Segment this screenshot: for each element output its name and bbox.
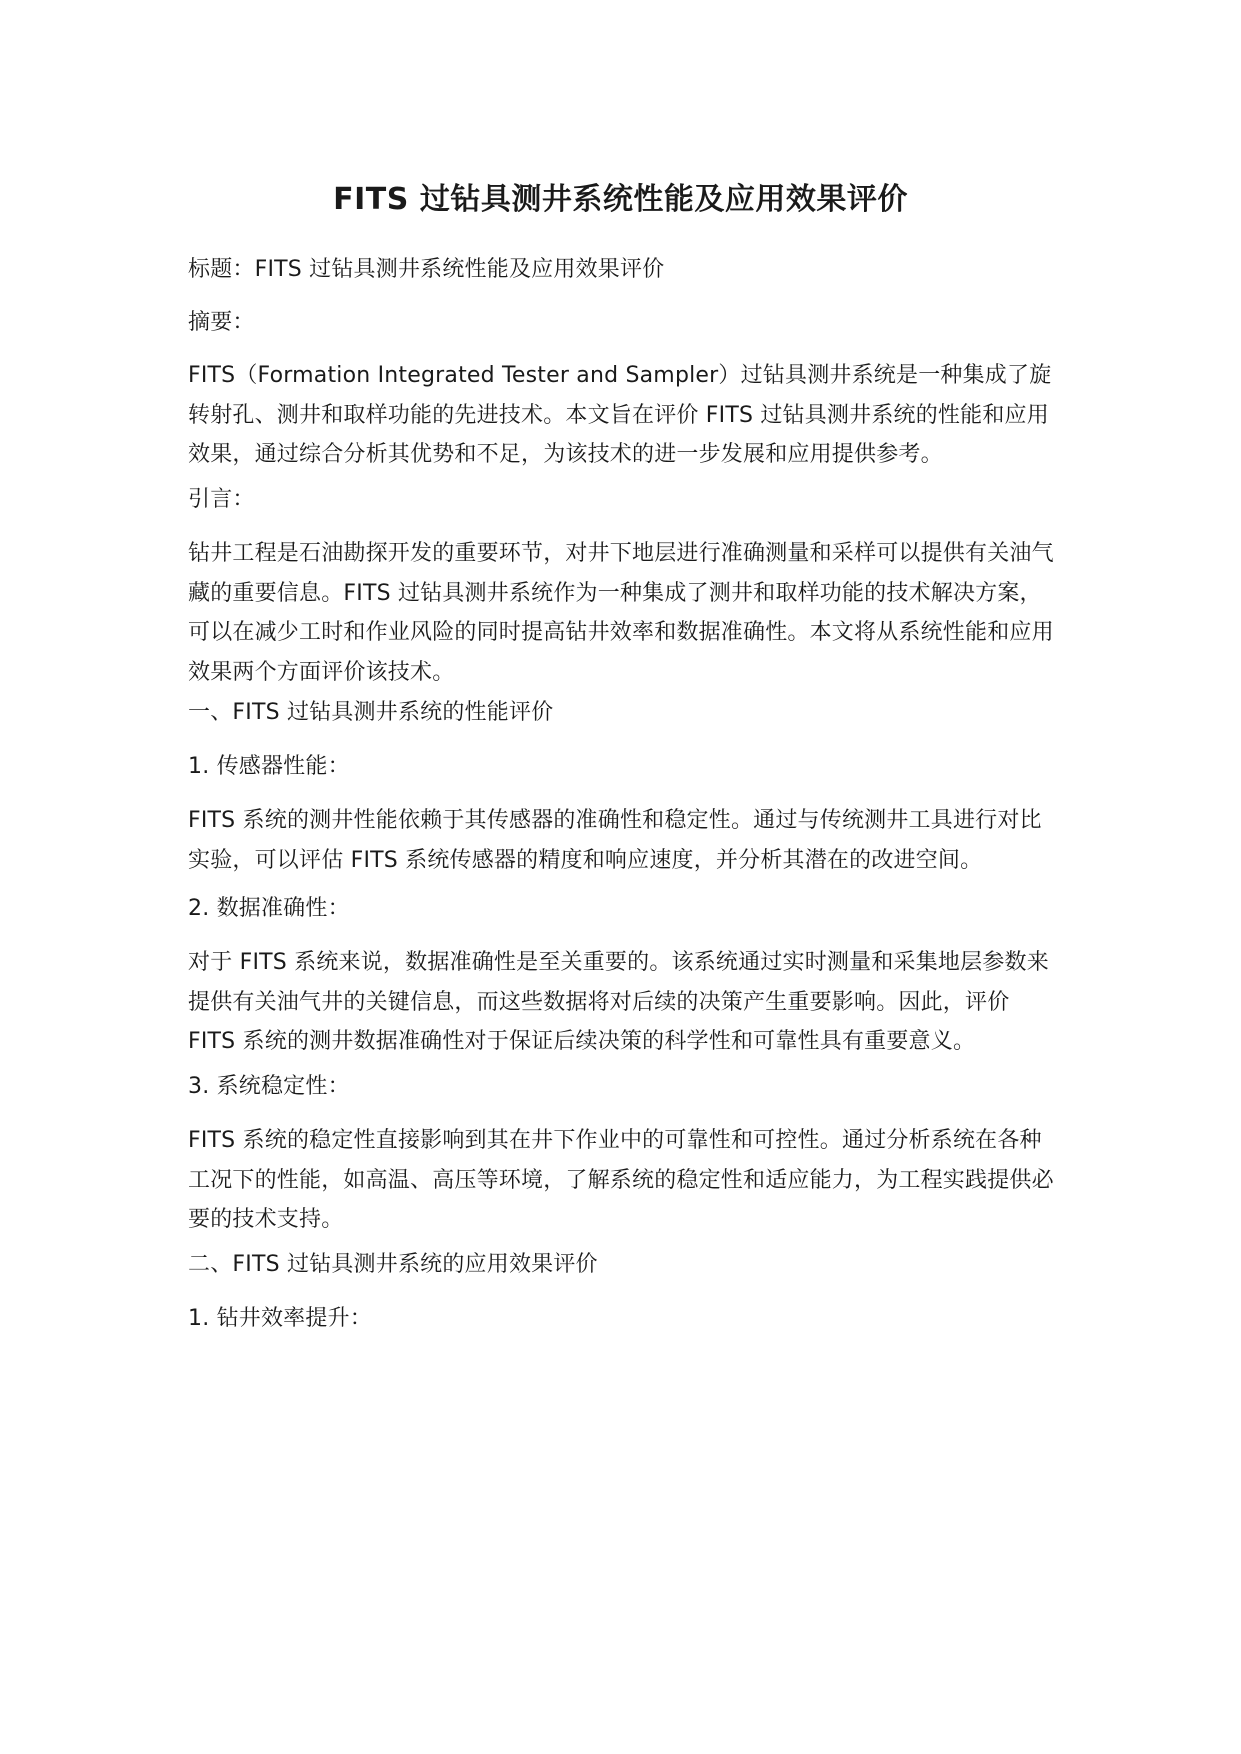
subsection-1-2-heading: 2. 数据准确性：	[188, 896, 350, 921]
abstract-body: FITS（Formation Integrated Tester and Sampler）过钻具测井系统是一种集成了旋转射孔、测井和取样功能的先进技术。本文旨在评价 FITS 过钻具测井系统的性能和应用效果，通过综合分析其优势和不足，为该技术的进一步发展和应用提供参考。	[188, 363, 1052, 467]
subsection-1-2-body: 对于 FITS 系统来说，数据准确性是至关重要的。该系统通过实时测量和采集地层参数来提供有关油气井的关键信息，而这些数据将对后续的决策产生重要影响。因此，评价 FITS 系统的测井数据准确性对于保证后续决策的科学性和可靠性具有重要意义。	[188, 950, 1049, 1054]
title-line: 标题：FITS 过钻具测井系统性能及应用效果评价	[188, 257, 665, 282]
subsection-1-1-heading: 1. 传感器性能：	[188, 754, 350, 779]
section-2-heading: 二、FITS 过钻具测井系统的应用效果评价	[188, 1252, 598, 1277]
intro-body: 钻井工程是石油勘探开发的重要环节，对井下地层进行准确测量和采样可以提供有关油气藏的重要信息。FITS 过钻具测井系统作为一种集成了测井和取样功能的技术解决方案，可以在减少工时和作业风险的同时提高钻井效率和数据准确性。本文将从系统性能和应用效果两个方面评价该技术。	[188, 541, 1054, 685]
document-title: FITS 过钻具测井系统性能及应用效果评价	[333, 182, 908, 217]
subsection-2-1-heading: 1. 钻井效率提升：	[188, 1306, 372, 1331]
abstract-heading: 摘要：	[188, 310, 255, 335]
intro-heading: 引言：	[188, 487, 255, 512]
subsection-1-3-heading: 3. 系统稳定性：	[188, 1074, 350, 1099]
subsection-1-1-body: FITS 系统的测井性能依赖于其传感器的准确性和稳定性。通过与传统测井工具进行对比实验，可以评估 FITS 系统传感器的精度和响应速度，并分析其潜在的改进空间。	[188, 808, 1042, 873]
subsection-1-3-body: FITS 系统的稳定性直接影响到其在井下作业中的可靠性和可控性。通过分析系统在各种工况下的性能，如高温、高压等环境，了解系统的稳定性和适应能力，为工程实践提供必要的技术支持。	[188, 1128, 1054, 1232]
section-1-heading: 一、FITS 过钻具测井系统的性能评价	[188, 700, 554, 725]
